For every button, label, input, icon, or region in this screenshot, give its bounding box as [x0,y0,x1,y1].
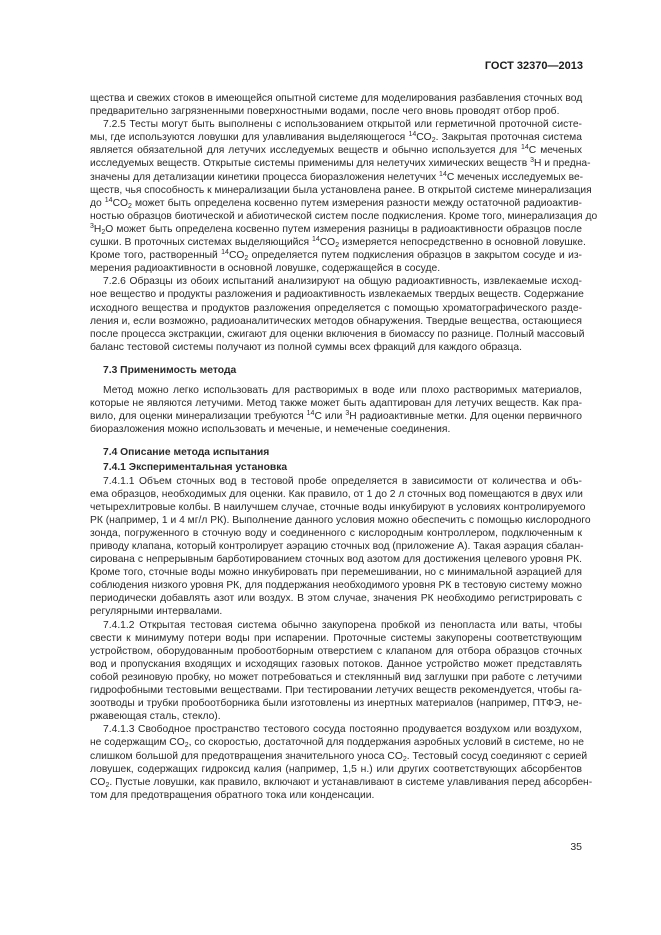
paragraph [90,275,585,354]
text-line [90,475,582,488]
text-line [90,736,585,750]
text-line [90,118,582,131]
text-line [90,566,582,579]
text-run: 7.2.6 Образцы из обоих испытаний анализируют на общую радиоактивность, извлекаемые исход- [103,276,582,288]
paragraph [90,619,582,724]
text-run: свести к минимуму потери воды при испарении. Проточные системы закупорены соответствующим [90,632,582,644]
text-line [90,527,582,540]
text-line [90,697,582,710]
text-run: которые не являются летучими. Метод также может быть адаптирован для летучих веществ. Как пра- [90,398,582,410]
text-line [90,262,582,275]
subscript: 2 [184,742,189,750]
paragraph [90,723,593,802]
text-line [90,397,582,410]
superscript: 14 [306,410,315,418]
text-line [90,197,582,210]
subscript: 2 [431,137,436,145]
text-line [90,776,593,789]
text-line [90,315,582,328]
text-line [90,249,582,262]
text-line [90,645,582,658]
text-run: Н радиоактивные метки. Для оценки первичного [349,411,582,423]
text-line [90,210,598,223]
text-line [90,579,582,592]
text-line [90,105,582,118]
text-run: зоотводы и трубки пробоотборника были изготовлены из инертных материалов (например, ПТФЭ, не- [90,698,582,710]
text-run: CO [416,132,432,144]
subscript: 2 [335,242,340,250]
text-run: приводу клапана, который контролирует аэрацию сточных вод (приложение А). Такая аэрация сбалан- [90,541,584,552]
text-run: может быть определена косвенно путем измерения разности между остаточной радиоактив- [131,197,582,209]
text-run: . Закрытая проточная система [435,132,582,144]
text-run: собой резиновую пробку, но может потребоваться и стеклянный вид заглушки при работе с летучими [90,671,582,683]
text-run: CO [319,237,336,249]
text-run: предварительно загрязненными поверхностными водами, после чего вновь проводят отбор проб. [90,106,560,118]
text-run: значены для детализации кинетики процесса биоразложения нелетучих [90,171,440,183]
text-run: Метод можно легко использовать для растворимых в воде или плохо растворимых материалов, [103,384,582,396]
page-number: 35 [570,841,582,853]
text-run: ное вещество и продукты разложения и радиоактивность извлекаемых твердых веществ. Содержание [90,289,584,301]
superscript: 3 [90,222,94,230]
text-run: Н [93,223,102,235]
text-run: после процесса экстракции, сжигают для оценки включения в биомассу по разнице. Полный массовый [90,328,585,340]
text-line [90,553,582,566]
text-run: ржавеющая сталь, стекло). [90,711,221,723]
paragraph [90,475,591,619]
text-line [90,514,591,527]
text-line [90,763,582,776]
section-heading: 7.4 Описание метода испытания [103,447,270,459]
text-line [90,605,582,618]
text-line [90,684,582,697]
document-body [90,92,598,802]
text-run: измеряется непосредственно в основной ловушке. [339,237,586,249]
text-line [90,92,582,105]
text-run: ления и, если возможно, радиоаналитических методов обнаружения. Твердые вещества, остающиеся [90,315,582,327]
text-run: CO [90,776,106,788]
text-run: определяется путем подкисления образцов в закрытом сосуде и из- [248,250,582,262]
subscript: 2 [105,781,110,789]
text-line [90,384,582,397]
text-line [90,288,582,301]
text-run: том для предотвращения обратного тока или конденсации. [90,789,375,801]
subscript: 2 [101,228,106,236]
text-line [90,184,592,197]
text-line [90,328,585,341]
text-run: устройством, оборудованным пробоотборным отверстием с клапаном для отбора образцов сточных [90,645,582,657]
text-run: Н и предна- [533,158,591,170]
text-run: CO [112,197,129,209]
text-run: не содержащим CO [90,737,185,749]
text-line [90,144,582,157]
text-run: четырехлитровые колбы. В наилучшем случае, сточные воды инкубируют в условиях контролируемого [90,501,586,513]
superscript: 14 [408,131,417,139]
text-line [90,171,582,184]
text-run: слишком большой для предотвращения значительного уноса CO [90,750,403,762]
subscript: 2 [128,202,132,210]
text-run: CO [228,250,245,262]
text-run: сирована с непрерывным барботированием сточных вод азотом для достижения целевого уровня РК. [90,554,582,566]
text-run: до [90,197,105,209]
text-run: гидрофобными тестовыми веществами. При тестировании летучих веществ рекомендуется, чтобы га- [90,685,582,697]
text-run: ловушек, содержащих гидроксид калия (например, 1,5 н.) или других соответствующих абсорбентов [90,763,582,775]
superscript: 14 [221,249,229,257]
superscript: 14 [521,144,529,152]
paragraph [90,92,582,118]
text-line [90,223,582,236]
superscript: 3 [530,157,534,165]
section-heading: 7.3 Применимость метода [103,364,237,376]
text-run: сушки. В проточных системах выделяющийся [90,237,312,249]
text-line [90,341,582,354]
text-run: ществ, чья способность к минерализации была установлена ранее. В открытой системе минерализация [90,184,592,196]
text-line [90,488,582,501]
text-run: 7.4.1.2 Открытая тестовая система обычно закупорена пробкой из пенопласта или ваты, чтобы [103,619,582,631]
text-run: мы, где используются ловушки для улавливания выделяющегося [90,132,409,144]
text-run: исходного вещества и продуктов разложения определяется с помощью хроматографического разде- [90,302,582,314]
text-run: РК (например, 1 и 4 мг/л РК). Выполнение данного условия можно обеспечить с помощью кислородного [90,514,591,526]
text-run: является обязательной для летучих исследуемых веществ и обычно используется для [90,145,521,157]
paragraph [90,118,598,275]
text-run: регулярными интервалами. [90,606,223,618]
text-line [90,658,582,671]
text-line [90,619,582,632]
text-line [90,302,582,315]
subscript: 2 [244,255,249,263]
text-run: С меченых исследуемых ве- [446,171,584,183]
text-line [90,410,582,423]
text-run: Кроме того, сточные воды можно инкубировать при перемешивании, но с минимальной аэрацией для [90,567,582,579]
text-run: 7.4.1.3 Свободное пространство тестового сосуда постоянно продувается воздухом или воздухом, [103,724,582,736]
text-run: соблюдения низкого уровня РК, для поддержания необходимого уровня РК в тестовую систему можно [90,580,582,592]
text-run: , со скоростью, достаточной для поддержания аэробных условий в системе, но не [188,737,585,749]
text-run: Кроме того, растворенный [90,250,222,262]
text-run: зонда, погруженного в сточную воду и соединенного с кислородным контроллером, подключенным к [90,527,582,539]
text-line [90,501,586,514]
text-line [90,157,591,170]
text-line [90,131,582,144]
text-run: баланс тестовой системы получают из полной суммы всех фракций для каждого образца. [90,341,522,353]
superscript: 14 [104,196,113,204]
text-run: вод и пропускания входящих и исходящих газовых потоков. Данное устройство может представлять [90,658,582,670]
text-run: щества и свежих стоков в имеющейся опытной системе для моделирования разбавления сточных вод [90,93,583,104]
text-run: С меченых [528,145,582,157]
text-line [90,671,582,684]
text-line [90,592,582,605]
text-line [90,750,588,763]
text-run: биоразложения можно использовать и меченые, и немеченые соединения. [90,424,451,436]
text-line [90,236,586,250]
text-line [90,710,582,723]
text-line [90,275,582,288]
text-run: 7.4.1.1 Объем сточных вод в тестовой пробе определяется в зависимости от количества и объ- [103,475,582,487]
text-run: исследуемых веществ. Открытые системы применимы для нелетучих химических веществ [90,158,531,170]
section-heading: 7.4.1 Экспериментальная установка [103,462,288,474]
text-run: 7.2.5 Тесты могут быть выполнены с использованием открытой или герметичной проточной систе- [103,119,582,131]
superscript: 14 [311,236,320,244]
text-run: . Пустые ловушки, как правило, включают и устанавливают в системе улавливания перед абсорбен- [109,776,593,788]
superscript: 14 [439,170,447,178]
text-run: О может быть определена косвенно путем измерения разницы в радиоактивности образцов после [105,223,582,235]
text-line [90,423,582,436]
text-run: периодически добавлять азот или воздух. В этом случае, значения РК необходимо регистрировать с [90,593,582,605]
text-run: ностью образцов биотической и абиотической систем после подкисления. Кроме того, минерализация до [90,210,598,222]
text-line [90,789,582,802]
text-run: вило, для оценки минерализации требуются [90,411,307,423]
text-run: ема образцов, необходимых для оценки. Как правило, от 1 до 2 л сточных вод помещаются в двух или [90,488,583,500]
paragraph [90,384,582,436]
text-run: С или [314,411,346,423]
text-line [90,632,582,645]
text-line [90,723,582,736]
text-run: . Тестовый сосуд соединяют с серией [406,750,588,762]
text-run: мерения радиоактивности в основной ловушке, содержащейся в сосуде. [90,263,441,275]
text-line [90,540,582,553]
document-id-header: ГОСТ 32370—2013 [484,60,583,72]
superscript: 3 [345,410,350,418]
subscript: 2 [402,755,407,763]
